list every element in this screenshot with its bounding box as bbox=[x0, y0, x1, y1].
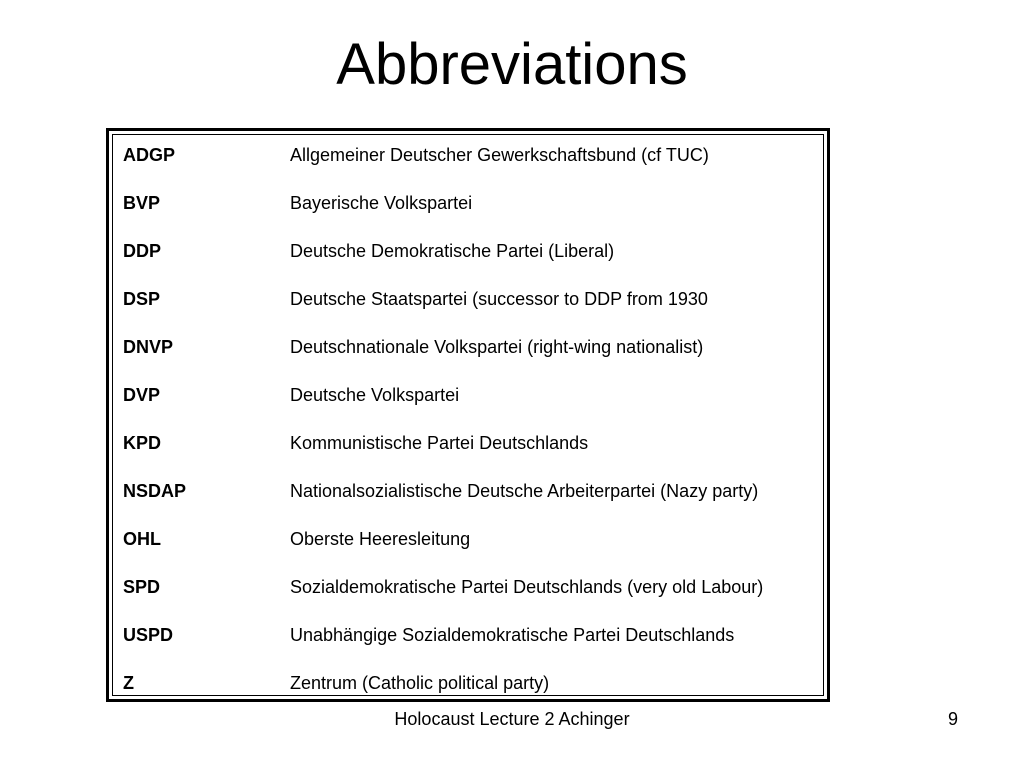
abbreviations-box bbox=[106, 128, 830, 702]
abbreviation-code: Z bbox=[123, 673, 134, 693]
abbreviation-name: Deutsche Staatspartei (successor to DDP from 1930 bbox=[290, 289, 708, 309]
abbreviation-code: DSP bbox=[123, 289, 161, 309]
abbreviation-code: SPD bbox=[123, 577, 161, 597]
abbreviation-row-dvp bbox=[113, 382, 823, 408]
abbreviation-name: Deutsche Volkspartei bbox=[290, 385, 460, 405]
slide-title: Abbreviations bbox=[336, 32, 688, 97]
abbreviation-code: DNVP bbox=[123, 337, 174, 357]
abbreviation-row-bvp bbox=[113, 190, 823, 216]
abbreviation-code: DDP bbox=[123, 241, 162, 261]
abbreviation-code: DVP bbox=[123, 385, 161, 405]
abbreviation-row-adgp bbox=[113, 142, 823, 168]
slide-footer: Holocaust Lecture 2 Achinger bbox=[394, 709, 630, 729]
abbreviation-row-ddp bbox=[113, 238, 823, 264]
abbreviation-row-z bbox=[113, 670, 823, 696]
abbreviation-name: Unabhängige Sozialdemokratische Partei Deutschlands bbox=[290, 625, 735, 645]
abbreviation-name: Zentrum (Catholic political party) bbox=[290, 673, 550, 693]
abbreviation-code: ADGP bbox=[123, 145, 176, 165]
abbreviation-code: NSDAP bbox=[123, 481, 187, 501]
abbreviation-row-nsdap bbox=[113, 478, 823, 504]
page-number: 9 bbox=[948, 709, 959, 729]
abbreviation-name: Deutsche Demokratische Partei (Liberal) bbox=[290, 241, 615, 261]
abbreviation-row-spd bbox=[113, 574, 823, 600]
abbreviation-row-uspd bbox=[113, 622, 823, 648]
abbreviation-name: Kommunistische Partei Deutschlands bbox=[290, 433, 589, 453]
abbreviation-name: Deutschnationale Volkspartei (right-wing nationalist) bbox=[290, 337, 704, 357]
abbreviation-name: Allgemeiner Deutscher Gewerkschaftsbund (cf TUC) bbox=[290, 145, 709, 165]
abbreviation-name: Oberste Heeresleitung bbox=[290, 529, 471, 549]
abbreviation-code: OHL bbox=[123, 529, 161, 549]
abbreviation-name: Sozialdemokratische Partei Deutschlands (very old Labour) bbox=[290, 577, 764, 597]
abbreviation-row-ohl bbox=[113, 526, 823, 552]
abbreviation-code: KPD bbox=[123, 433, 162, 453]
abbreviation-name: Nationalsozialistische Deutsche Arbeiterpartei (Nazy party) bbox=[290, 481, 759, 501]
abbreviation-code: USPD bbox=[123, 625, 174, 645]
abbreviation-row-dnvp bbox=[113, 334, 823, 360]
abbreviation-row-dsp bbox=[113, 286, 823, 312]
abbreviations-list bbox=[112, 134, 824, 696]
abbreviation-name: Bayerische Volkspartei bbox=[290, 193, 473, 213]
abbreviation-code: BVP bbox=[123, 193, 161, 213]
abbreviation-row-kpd bbox=[113, 430, 823, 456]
